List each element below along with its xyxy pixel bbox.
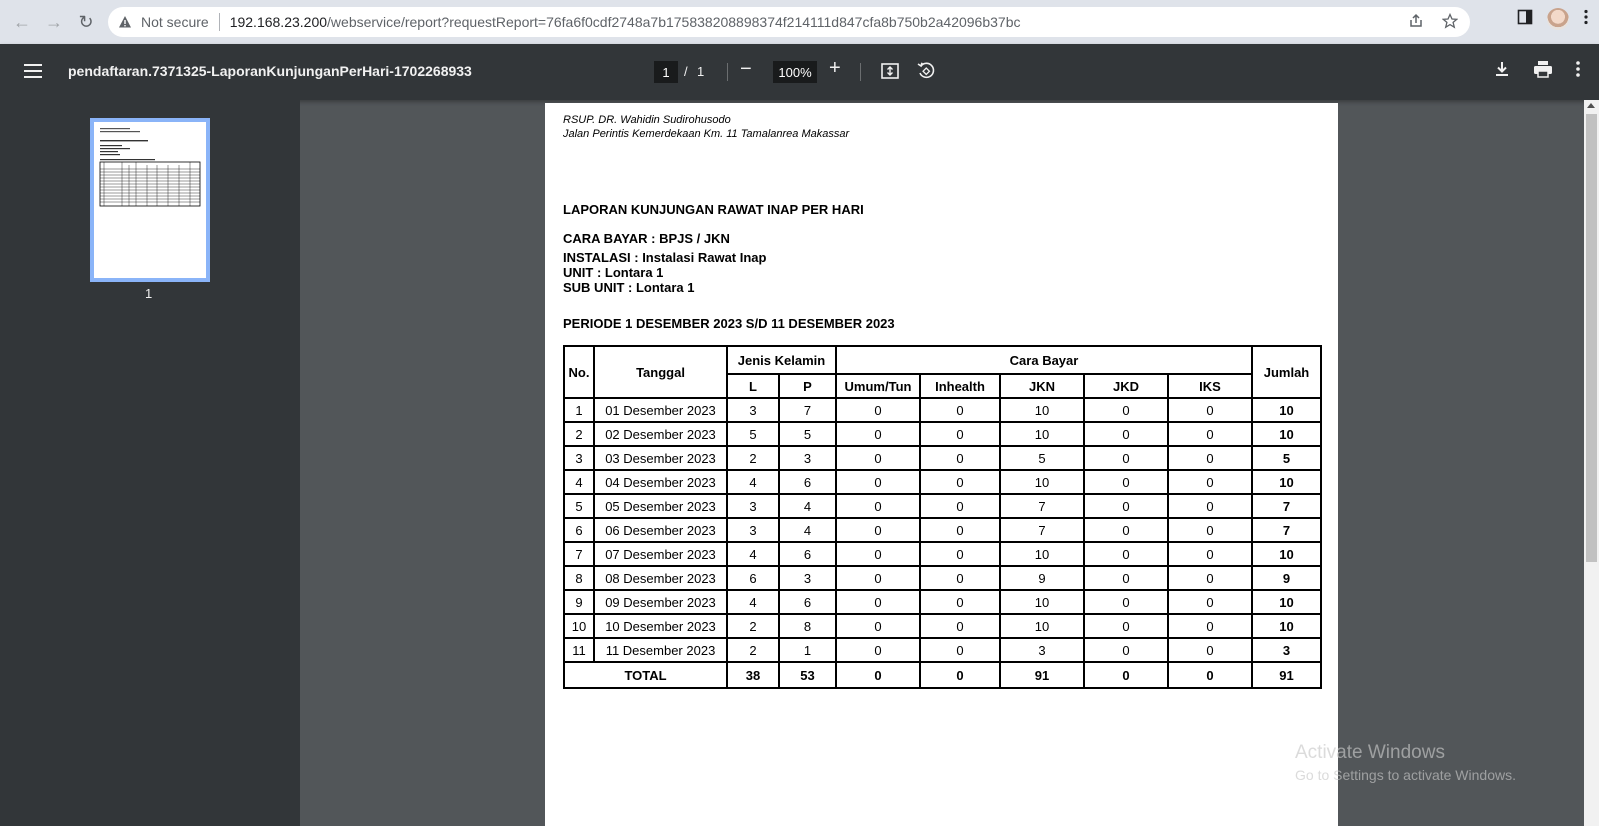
- toolbar-divider: [860, 63, 861, 81]
- cell-no: 11: [564, 638, 594, 662]
- cell-l: 4: [727, 470, 779, 494]
- header-no: No.: [564, 346, 594, 398]
- watermark-line2: Go to Settings to activate Windows.: [1295, 767, 1516, 783]
- cell-jkn: 10: [1000, 614, 1084, 638]
- cell-tanggal: 04 Desember 2023: [594, 470, 727, 494]
- total-jkn: 91: [1000, 662, 1084, 688]
- cell-inhealth: 0: [920, 590, 1000, 614]
- cell-no: 6: [564, 518, 594, 542]
- cell-jkn: 7: [1000, 518, 1084, 542]
- document-title: pendaftaran.7371325-LaporanKunjunganPerHari-1702268933: [68, 63, 472, 79]
- cell-jkd: 0: [1084, 542, 1168, 566]
- report-body: [564, 398, 1321, 662]
- profile-avatar[interactable]: [1547, 8, 1569, 30]
- cara-bayar-label: CARA BAYAR : BPJS / JKN: [563, 231, 730, 246]
- more-options-icon[interactable]: [1575, 60, 1581, 83]
- warning-icon[interactable]: [118, 15, 132, 29]
- share-icon[interactable]: [1408, 13, 1424, 34]
- cell-l: 4: [727, 590, 779, 614]
- toolbar-divider: [727, 63, 728, 81]
- cell-umum: 0: [836, 542, 920, 566]
- activate-windows-watermark: [1295, 742, 1516, 783]
- cell-umum: 0: [836, 470, 920, 494]
- zoom-in-icon[interactable]: +: [829, 57, 841, 79]
- cell-iks: 0: [1168, 590, 1252, 614]
- reload-icon[interactable]: ↻: [78, 11, 94, 32]
- cell-jkd: 0: [1084, 422, 1168, 446]
- pdf-page: [545, 103, 1338, 826]
- cell-no: 3: [564, 446, 594, 470]
- cell-jkn: 7: [1000, 494, 1084, 518]
- cell-tanggal: 09 Desember 2023: [594, 590, 727, 614]
- header-jenis-kelamin: Jenis Kelamin: [727, 346, 836, 374]
- cell-iks: 0: [1168, 542, 1252, 566]
- cell-p: 3: [779, 446, 836, 470]
- unit-label: UNIT : Lontara 1: [563, 265, 664, 280]
- total-iks: 0: [1168, 662, 1252, 688]
- cell-inhealth: 0: [920, 422, 1000, 446]
- cell-jkn: 5: [1000, 446, 1084, 470]
- cell-p: 7: [779, 398, 836, 422]
- cell-jumlah: 9: [1252, 566, 1321, 590]
- header-tanggal: Tanggal: [594, 346, 727, 398]
- cell-p: 3: [779, 566, 836, 590]
- cell-l: 6: [727, 566, 779, 590]
- header-p: P: [779, 374, 836, 398]
- cell-inhealth: 0: [920, 398, 1000, 422]
- cell-tanggal: 10 Desember 2023: [594, 614, 727, 638]
- cell-umum: 0: [836, 518, 920, 542]
- total-p: 53: [779, 662, 836, 688]
- cell-inhealth: 0: [920, 614, 1000, 638]
- total-umum: 0: [836, 662, 920, 688]
- browser-menu-icon[interactable]: [1583, 9, 1589, 30]
- rotate-icon[interactable]: [916, 61, 936, 81]
- header-umum: Umum/Tun: [836, 374, 920, 398]
- cell-l: 5: [727, 422, 779, 446]
- scroll-thumb[interactable]: [1586, 114, 1597, 562]
- header-jumlah: Jumlah: [1252, 346, 1321, 398]
- zoom-input[interactable]: 100%: [773, 61, 817, 83]
- not-secure-label[interactable]: Not secure: [141, 14, 209, 30]
- cell-tanggal: 03 Desember 2023: [594, 446, 727, 470]
- browser-toolbar: [0, 0, 1599, 44]
- thumbnail-page-number: 1: [145, 286, 153, 301]
- page-total: 1: [697, 64, 705, 79]
- cell-umum: 0: [836, 614, 920, 638]
- table-row: [564, 398, 1321, 422]
- cell-p: 8: [779, 614, 836, 638]
- cell-inhealth: 0: [920, 566, 1000, 590]
- table-row: [564, 542, 1321, 566]
- cell-inhealth: 0: [920, 494, 1000, 518]
- table-row: [564, 494, 1321, 518]
- hospital-name: RSUP. DR. Wahidin Sudirohusodo: [563, 114, 731, 126]
- instalasi-label: INSTALASI : Instalasi Rawat Inap: [563, 250, 767, 265]
- side-panel-icon[interactable]: [1517, 9, 1533, 30]
- cell-umum: 0: [836, 590, 920, 614]
- cell-umum: 0: [836, 638, 920, 662]
- print-icon[interactable]: [1533, 60, 1553, 83]
- cell-p: 4: [779, 494, 836, 518]
- url-path: /webservice/report?requestReport=76fa6f0cdf2748a7b175838208898374f214111d847cfa8b750b2a42096b37bc: [327, 14, 1021, 30]
- total-row: [564, 662, 1321, 688]
- cell-iks: 0: [1168, 422, 1252, 446]
- total-jumlah: 91: [1252, 662, 1321, 688]
- cell-tanggal: 06 Desember 2023: [594, 518, 727, 542]
- cell-iks: 0: [1168, 470, 1252, 494]
- cell-jumlah: 7: [1252, 518, 1321, 542]
- header-l: L: [727, 374, 779, 398]
- header-inhealth: Inhealth: [920, 374, 1000, 398]
- table-row: [564, 422, 1321, 446]
- url-host: 192.168.23.200: [229, 14, 328, 30]
- total-inhealth: 0: [920, 662, 1000, 688]
- cell-jumlah: 10: [1252, 470, 1321, 494]
- cell-jkn: 9: [1000, 566, 1084, 590]
- report-table: [563, 345, 1322, 689]
- cell-jkd: 0: [1084, 470, 1168, 494]
- cell-jkn: 3: [1000, 638, 1084, 662]
- cell-jumlah: 10: [1252, 398, 1321, 422]
- table-row: [564, 470, 1321, 494]
- table-row: [564, 518, 1321, 542]
- cell-iks: 0: [1168, 638, 1252, 662]
- cell-no: 2: [564, 422, 594, 446]
- cell-umum: 0: [836, 494, 920, 518]
- cell-tanggal: 07 Desember 2023: [594, 542, 727, 566]
- table-row: [564, 614, 1321, 638]
- cell-iks: 0: [1168, 446, 1252, 470]
- cell-p: 4: [779, 518, 836, 542]
- watermark-line1: Activate Windows: [1295, 742, 1445, 763]
- cell-jkn: 10: [1000, 542, 1084, 566]
- periode-label: PERIODE 1 DESEMBER 2023 S/D 11 DESEMBER 2023: [563, 316, 895, 331]
- download-icon[interactable]: [1493, 60, 1511, 83]
- cell-jumlah: 10: [1252, 542, 1321, 566]
- cell-iks: 0: [1168, 566, 1252, 590]
- cell-iks: 0: [1168, 518, 1252, 542]
- cell-jumlah: 3: [1252, 638, 1321, 662]
- cell-jkd: 0: [1084, 590, 1168, 614]
- cell-jkd: 0: [1084, 638, 1168, 662]
- table-row: [564, 590, 1321, 614]
- cell-jumlah: 10: [1252, 590, 1321, 614]
- cell-jumlah: 10: [1252, 422, 1321, 446]
- total-jkd: 0: [1084, 662, 1168, 688]
- header-jkd: JKD: [1084, 374, 1168, 398]
- cell-p: 6: [779, 470, 836, 494]
- thumbnail-sidebar: [0, 100, 300, 826]
- cell-inhealth: 0: [920, 542, 1000, 566]
- table-row: [564, 638, 1321, 662]
- cell-no: 8: [564, 566, 594, 590]
- cell-tanggal: 02 Desember 2023: [594, 422, 727, 446]
- cell-umum: 0: [836, 566, 920, 590]
- cell-jkn: 10: [1000, 422, 1084, 446]
- cell-iks: 0: [1168, 614, 1252, 638]
- forward-icon[interactable]: →: [45, 11, 63, 32]
- table-row: [564, 566, 1321, 590]
- bookmark-star-icon[interactable]: [1442, 13, 1458, 34]
- fit-page-icon[interactable]: [880, 61, 900, 81]
- cell-l: 3: [727, 494, 779, 518]
- header-iks: IKS: [1168, 374, 1252, 398]
- cell-l: 2: [727, 446, 779, 470]
- cell-l: 3: [727, 518, 779, 542]
- cell-inhealth: 0: [920, 518, 1000, 542]
- cell-no: 10: [564, 614, 594, 638]
- cell-p: 6: [779, 542, 836, 566]
- cell-l: 2: [727, 614, 779, 638]
- cell-tanggal: 05 Desember 2023: [594, 494, 727, 518]
- back-icon[interactable]: ←: [13, 11, 31, 32]
- cell-inhealth: 0: [920, 446, 1000, 470]
- cell-jkn: 10: [1000, 590, 1084, 614]
- pdf-toolbar: [0, 44, 1599, 100]
- total-label: TOTAL: [564, 662, 727, 688]
- cell-inhealth: 0: [920, 638, 1000, 662]
- cell-jkd: 0: [1084, 398, 1168, 422]
- header-jkn: JKN: [1000, 374, 1084, 398]
- cell-no: 4: [564, 470, 594, 494]
- cell-l: 4: [727, 542, 779, 566]
- cell-umum: 0: [836, 422, 920, 446]
- cell-p: 5: [779, 422, 836, 446]
- cell-jumlah: 7: [1252, 494, 1321, 518]
- cell-jkd: 0: [1084, 614, 1168, 638]
- cell-jkd: 0: [1084, 446, 1168, 470]
- cell-jkn: 10: [1000, 470, 1084, 494]
- address-bar[interactable]: [108, 7, 1470, 37]
- cell-iks: 0: [1168, 398, 1252, 422]
- cell-umum: 0: [836, 398, 920, 422]
- zoom-out-icon[interactable]: −: [740, 58, 752, 80]
- cell-umum: 0: [836, 446, 920, 470]
- cell-tanggal: 08 Desember 2023: [594, 566, 727, 590]
- cell-jkd: 0: [1084, 566, 1168, 590]
- cell-l: 2: [727, 638, 779, 662]
- cell-jkd: 0: [1084, 494, 1168, 518]
- vertical-scrollbar[interactable]: [1584, 100, 1599, 826]
- cell-jumlah: 5: [1252, 446, 1321, 470]
- cell-p: 6: [779, 590, 836, 614]
- total-l: 38: [727, 662, 779, 688]
- page-number-input[interactable]: 1: [654, 61, 678, 83]
- cell-jumlah: 10: [1252, 614, 1321, 638]
- page-thumbnail[interactable]: [90, 118, 210, 282]
- scroll-up-icon[interactable]: [1587, 103, 1595, 108]
- cell-no: 5: [564, 494, 594, 518]
- page-separator: /: [684, 64, 688, 79]
- cell-l: 3: [727, 398, 779, 422]
- cell-inhealth: 0: [920, 470, 1000, 494]
- cell-tanggal: 01 Desember 2023: [594, 398, 727, 422]
- cell-jkd: 0: [1084, 518, 1168, 542]
- cell-tanggal: 11 Desember 2023: [594, 638, 727, 662]
- omnibox-divider: [219, 13, 220, 31]
- header-cara-bayar: Cara Bayar: [836, 346, 1252, 374]
- sub-unit-label: SUB UNIT : Lontara 1: [563, 280, 695, 295]
- cell-iks: 0: [1168, 494, 1252, 518]
- hospital-address: Jalan Perintis Kemerdekaan Km. 11 Tamalanrea Makassar: [563, 128, 850, 140]
- cell-no: 9: [564, 590, 594, 614]
- menu-icon[interactable]: [24, 64, 42, 78]
- cell-jkn: 10: [1000, 398, 1084, 422]
- cell-no: 7: [564, 542, 594, 566]
- cell-p: 1: [779, 638, 836, 662]
- table-row: [564, 446, 1321, 470]
- cell-no: 1: [564, 398, 594, 422]
- report-title: LAPORAN KUNJUNGAN RAWAT INAP PER HARI: [563, 202, 864, 217]
